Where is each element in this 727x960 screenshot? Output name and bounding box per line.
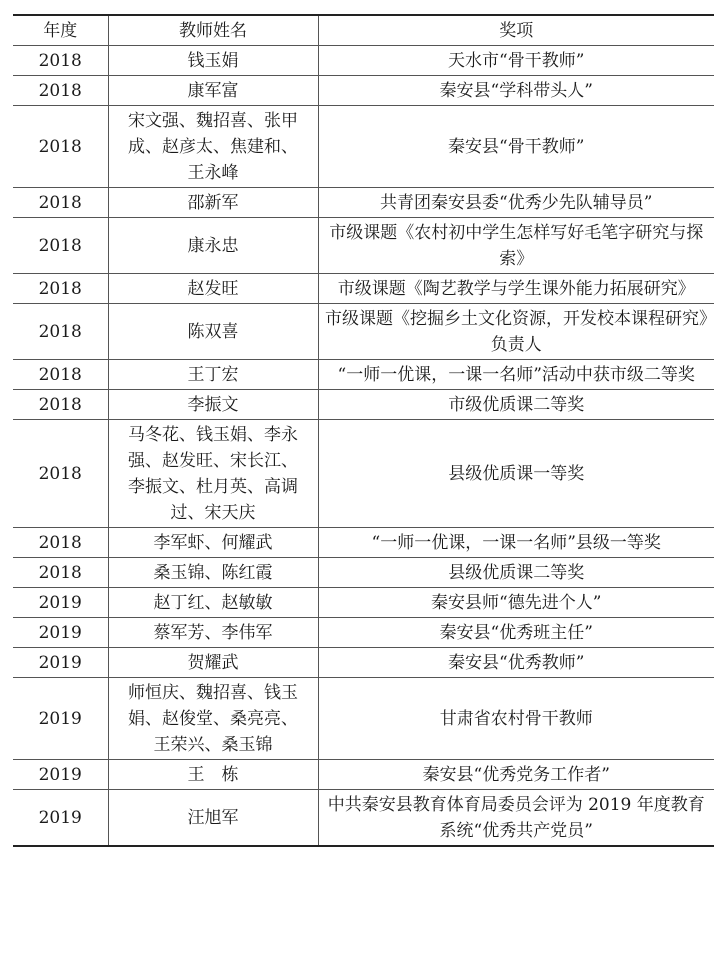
table-row <box>13 46 714 76</box>
header-row <box>13 15 714 46</box>
cell-teacher-names: 蔡军芳、李伟军 <box>108 618 318 648</box>
cell-award: 秦安县“优秀班主任” <box>318 618 714 648</box>
cell-award: 天水市“骨干教师” <box>318 46 714 76</box>
cell-year: 2018 <box>13 106 108 188</box>
table-row <box>13 106 714 188</box>
cell-teacher-names: 师恒庆、魏招喜、钱玉娟、赵俊堂、桑亮亮、王荣兴、桑玉锦 <box>108 678 318 760</box>
header-year: 年度 <box>13 15 108 46</box>
cell-award: 市级优质课二等奖 <box>318 390 714 420</box>
table-row <box>13 790 714 847</box>
cell-teacher-names: 康永忠 <box>108 218 318 274</box>
cell-award: 秦安县“学科带头人” <box>318 76 714 106</box>
table-header <box>13 15 714 46</box>
cell-year: 2019 <box>13 790 108 847</box>
table-row <box>13 618 714 648</box>
cell-year: 2018 <box>13 218 108 274</box>
cell-year: 2018 <box>13 76 108 106</box>
cell-year: 2018 <box>13 274 108 304</box>
cell-award: 中共秦安县教育体育局委员会评为 2019 年度教育系统“优秀共产党员” <box>318 790 714 847</box>
cell-teacher-names: 贺耀武 <box>108 648 318 678</box>
cell-award: 秦安县“骨干教师” <box>318 106 714 188</box>
cell-teacher-names: 宋文强、魏招喜、张甲成、赵彦太、焦建和、王永峰 <box>108 106 318 188</box>
cell-teacher-names: 陈双喜 <box>108 304 318 360</box>
cell-award: “一师一优课，一课一名师”县级一等奖 <box>318 528 714 558</box>
cell-year: 2019 <box>13 588 108 618</box>
table-row <box>13 274 714 304</box>
cell-year: 2018 <box>13 304 108 360</box>
cell-year: 2018 <box>13 360 108 390</box>
cell-year: 2018 <box>13 558 108 588</box>
cell-teacher-names: 邵新军 <box>108 188 318 218</box>
table-row <box>13 218 714 274</box>
cell-year: 2018 <box>13 390 108 420</box>
cell-teacher-names: 汪旭军 <box>108 790 318 847</box>
cell-award: 秦安县“优秀党务工作者” <box>318 760 714 790</box>
table-row <box>13 390 714 420</box>
cell-teacher-names: 赵发旺 <box>108 274 318 304</box>
cell-year: 2018 <box>13 420 108 528</box>
cell-award: 市级课题《陶艺教学与学生课外能力拓展研究》 <box>318 274 714 304</box>
cell-award: 甘肃省农村骨干教师 <box>318 678 714 760</box>
cell-award: 市级课题《挖掘乡土文化资源，开发校本课程研究》负责人 <box>318 304 714 360</box>
cell-teacher-names: 李军虾、何耀武 <box>108 528 318 558</box>
cell-award: 秦安县师“德先进个人” <box>318 588 714 618</box>
cell-year: 2018 <box>13 46 108 76</box>
table-row <box>13 188 714 218</box>
table-body <box>13 46 714 847</box>
cell-award: 秦安县“优秀教师” <box>318 648 714 678</box>
cell-year: 2019 <box>13 678 108 760</box>
cell-year: 2018 <box>13 528 108 558</box>
cell-award: 共青团秦安县委“优秀少先队辅导员” <box>318 188 714 218</box>
cell-award: 市级课题《农村初中学生怎样写好毛笔字研究与探索》 <box>318 218 714 274</box>
table-row <box>13 420 714 528</box>
cell-award: 县级优质课二等奖 <box>318 558 714 588</box>
cell-teacher-names: 康军富 <box>108 76 318 106</box>
cell-teacher-names: 桑玉锦、陈红霞 <box>108 558 318 588</box>
header-teacher-names: 教师姓名 <box>108 15 318 46</box>
cell-teacher-names: 王丁宏 <box>108 360 318 390</box>
table-row <box>13 528 714 558</box>
cell-year: 2019 <box>13 760 108 790</box>
header-award: 奖项 <box>318 15 714 46</box>
cell-teacher-names: 王 栋 <box>108 760 318 790</box>
cell-teacher-names: 李振文 <box>108 390 318 420</box>
table-row <box>13 760 714 790</box>
cell-year: 2019 <box>13 648 108 678</box>
table-row <box>13 678 714 760</box>
table-row <box>13 648 714 678</box>
table-row <box>13 558 714 588</box>
table-row <box>13 588 714 618</box>
table-row <box>13 76 714 106</box>
awards-table <box>13 14 714 847</box>
table-row <box>13 360 714 390</box>
cell-year: 2018 <box>13 188 108 218</box>
cell-year: 2019 <box>13 618 108 648</box>
table-row <box>13 304 714 360</box>
cell-teacher-names: 马冬花、钱玉娟、李永强、赵发旺、宋长江、李振文、杜月英、高调过、宋天庆 <box>108 420 318 528</box>
cell-award: 县级优质课一等奖 <box>318 420 714 528</box>
cell-teacher-names: 钱玉娟 <box>108 46 318 76</box>
cell-award: “一师一优课，一课一名师”活动中获市级二等奖 <box>318 360 714 390</box>
cell-teacher-names: 赵丁红、赵敏敏 <box>108 588 318 618</box>
